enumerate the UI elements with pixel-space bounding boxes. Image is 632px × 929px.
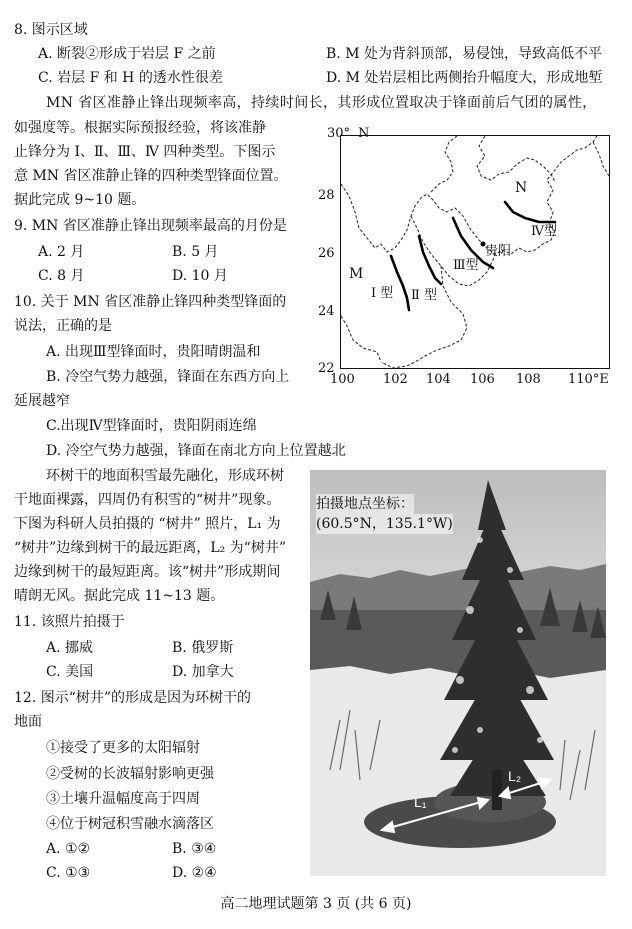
map-lon-label-110: 110°E (568, 372, 609, 387)
q8-option-c: C. 岩层 F 和 H 的透水性很差 (38, 70, 223, 86)
map-lat-north: N (358, 126, 370, 141)
passage1-line-1: MN 省区准静止锋出现频率高，持续时间长，其形成位置取决于锋面前后气团的属性， (46, 95, 597, 111)
passage2-line-4: “树井”边缘到树干的最远距离，L₂ 为“树井” (14, 540, 286, 556)
map-lon-label-100: 100 (330, 372, 355, 387)
q12-option-d: D. ②④ (172, 865, 217, 881)
map-front-label-4: Ⅳ型 (531, 224, 557, 239)
map-lat-label-22: 22 (318, 361, 335, 376)
front-line-type-2 (419, 236, 441, 284)
map-front-label-3: Ⅲ型 (453, 258, 479, 273)
map-lon-label-108: 108 (516, 372, 541, 387)
map-lon-label-104: 104 (426, 372, 451, 387)
photo-label-l1: L₁ (414, 794, 427, 810)
passage1-line-3: 止锋分为 Ⅰ、Ⅱ、Ⅲ、Ⅳ 四种类型。下图示 (14, 144, 276, 160)
map-front-label-2: Ⅱ 型 (411, 288, 437, 303)
map-lon-label-102: 102 (383, 372, 408, 387)
q12-option-b: B. ③④ (172, 841, 217, 857)
photo-caption-coords: (60.5°N，135.1°W) (316, 516, 453, 532)
q9-option-a: A. 2 月 (38, 244, 85, 260)
page-footer: 高二地理试题第 3 页 (共 6 页) (220, 896, 412, 912)
tree-well-photo (310, 470, 606, 876)
passage2-line-1: 环树干的地面积雪最先融化，形成环树 (46, 468, 284, 484)
q8-stem: 8. 图示区域 (14, 22, 88, 38)
front-position-map (340, 135, 610, 369)
q10-stem-line-1: 10. 关于 MN 省区准静止锋四种类型锋面的 (14, 294, 287, 310)
q11-option-b: B. 俄罗斯 (172, 640, 234, 656)
q8-option-a: A. 断裂②形成于岩层 F 之前 (38, 46, 216, 62)
front-line-type-1 (391, 256, 409, 310)
photo-label-l2: L₂ (508, 768, 522, 784)
q12-item-4: ④位于树冠积雪融水滴落区 (46, 816, 214, 832)
map-front-label-1: Ⅰ 型 (371, 286, 394, 301)
q10-option-a: A. 出现Ⅲ型锋面时，贵阳晴朗温和 (46, 344, 261, 360)
map-lon-label-106: 106 (470, 372, 495, 387)
q9-stem: 9. MN 省区准静止锋出现频率最高的月份是 (14, 218, 287, 234)
q12-option-c: C. ①③ (46, 865, 91, 881)
q8-option-d: D. M 处岩层相比两侧抬升幅度大，形成地堑 (326, 70, 603, 86)
front-line-type-4 (505, 202, 555, 222)
q12-item-3: ③土壤升温幅度高于四周 (46, 791, 200, 807)
q10-option-b-line-1: B. 冷空气势力越强，锋面在东西方向上 (46, 369, 290, 385)
q9-option-b: B. 5 月 (172, 244, 219, 260)
map-lat-label-28: 28 (318, 188, 335, 203)
q12-option-a: A. ①② (46, 841, 91, 857)
q10-option-b-line-2: 延展越窄 (14, 393, 70, 409)
q10-stem-line-2: 说法，正确的是 (14, 318, 112, 334)
passage1-line-4: 意 MN 省区准静止锋的四种类型锋面位置。 (14, 168, 288, 184)
map-drawing (341, 136, 609, 368)
passage2-line-2: 干地面裸露，四周仍有积雪的“树井”现象。 (14, 492, 281, 508)
passage2-line-3: 下图为科研人员拍摄的 “树井” 照片，L₁ 为 (14, 516, 281, 532)
q9-option-d: D. 10 月 (172, 268, 228, 284)
passage1-line-5: 据此完成 9~10 题。 (14, 192, 146, 208)
q10-option-c: C.出现Ⅳ型锋面时，贵阳阴雨连绵 (46, 418, 257, 434)
map-lat-label-30: 30° (327, 126, 351, 141)
q11-option-a: A. 挪威 (46, 640, 94, 656)
map-region-m: M (349, 266, 364, 282)
q9-option-c: C. 8 月 (38, 268, 85, 284)
map-lat-label-26: 26 (318, 246, 335, 261)
map-city-guiyang: 贵阳 (485, 244, 512, 259)
q8-option-b: B. M 处为背斜顶部，易侵蚀，导致高低不平 (326, 46, 602, 62)
q10-option-d: D. 冷空气势力越强，锋面在南北方向上位置越北 (46, 443, 346, 459)
map-lat-label-24: 24 (318, 304, 335, 319)
q12-stem-line-1: 12. 图示“树井”的形成是因为环树干的 (14, 690, 252, 706)
passage2-line-6: 晴朗无风。据此完成 11~13 题。 (14, 588, 225, 604)
map-region-n: N (515, 180, 528, 196)
passage1-line-2: 如强度等。根据实际预报经验，将该准静 (14, 120, 266, 136)
q11-option-d: D. 加拿大 (172, 664, 234, 680)
q12-item-2: ②受树的长波辐射影响更强 (46, 766, 214, 782)
q12-item-1: ①接受了更多的太阳辐射 (46, 740, 200, 756)
photo-caption-label: 拍摄地点坐标： (316, 496, 414, 512)
q11-option-c: C. 美国 (46, 664, 94, 680)
q11-stem: 11. 该照片拍摄于 (14, 614, 125, 630)
q12-stem-line-2: 地面 (14, 714, 42, 730)
passage2-line-5: 边缘到树干的最短距离。该“树井”形成期间 (14, 564, 281, 580)
